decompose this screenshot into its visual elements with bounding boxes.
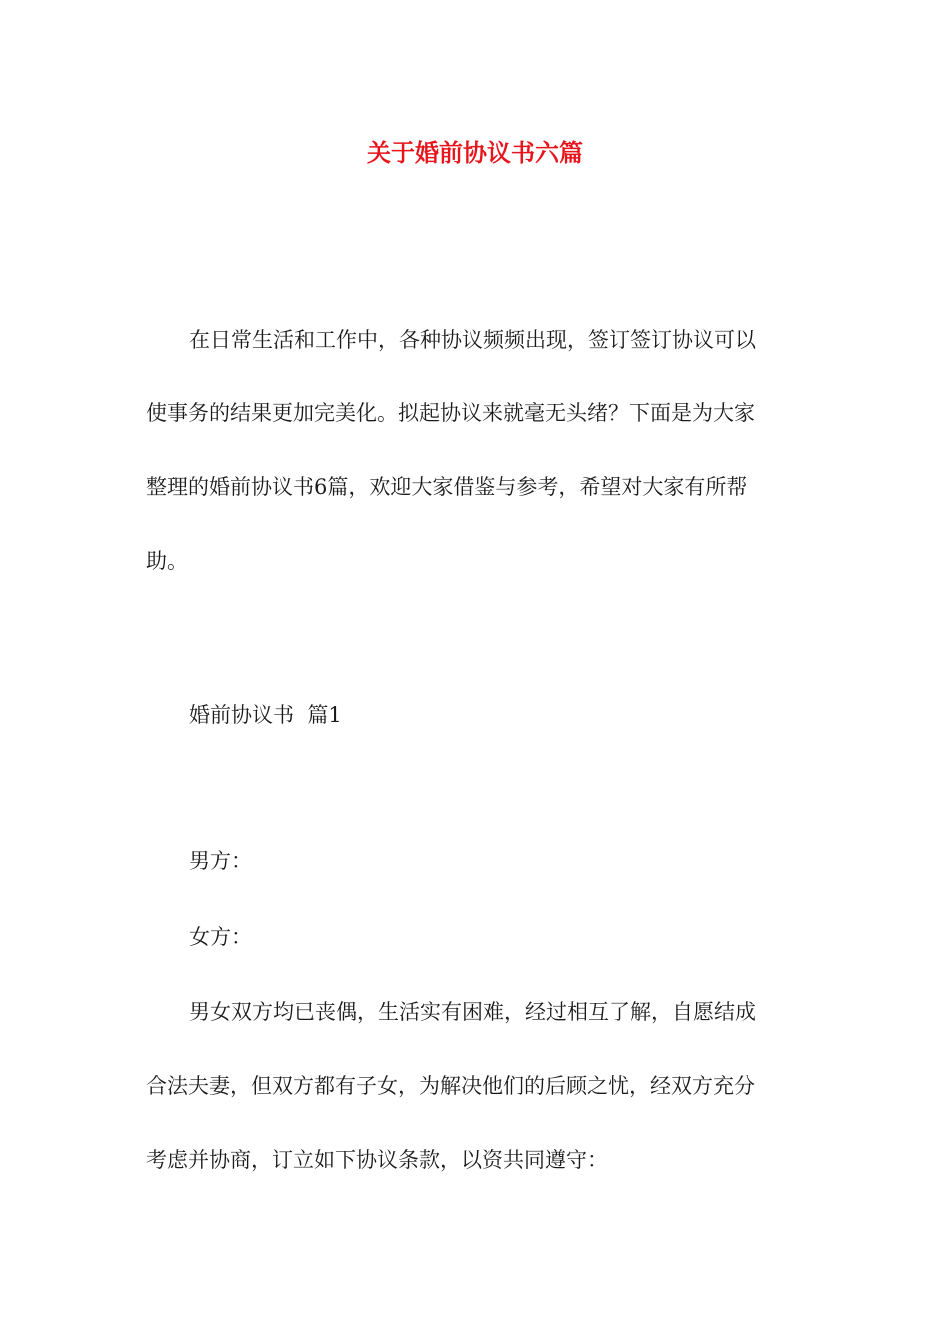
party-male-label: 男方：	[189, 849, 252, 873]
intro-line: 使事务的结果更加完美化。拟起协议来就毫无头绪？下面是为大家	[146, 401, 755, 425]
document-title: 关于婚前协议书六篇	[367, 138, 583, 167]
section-heading: 婚前协议书 篇1	[189, 703, 342, 727]
body-line: 合法夫妻，但双方都有子女，为解决他们的后顾之忧，经双方充分	[146, 1074, 755, 1098]
body-line: 男女双方均已丧偶，生活实有困难，经过相互了解，自愿结成	[189, 1000, 756, 1024]
party-female-label: 女方：	[189, 925, 252, 949]
intro-line: 整理的婚前协议书6篇，欢迎大家借鉴与参考，希望对大家有所帮	[146, 475, 748, 499]
body-line: 考虑并协商，订立如下协议条款，以资共同遵守：	[146, 1148, 608, 1172]
intro-line: 助。	[146, 549, 188, 573]
intro-line: 在日常生活和工作中，各种协议频频出现，签订签订协议可以	[189, 328, 756, 352]
